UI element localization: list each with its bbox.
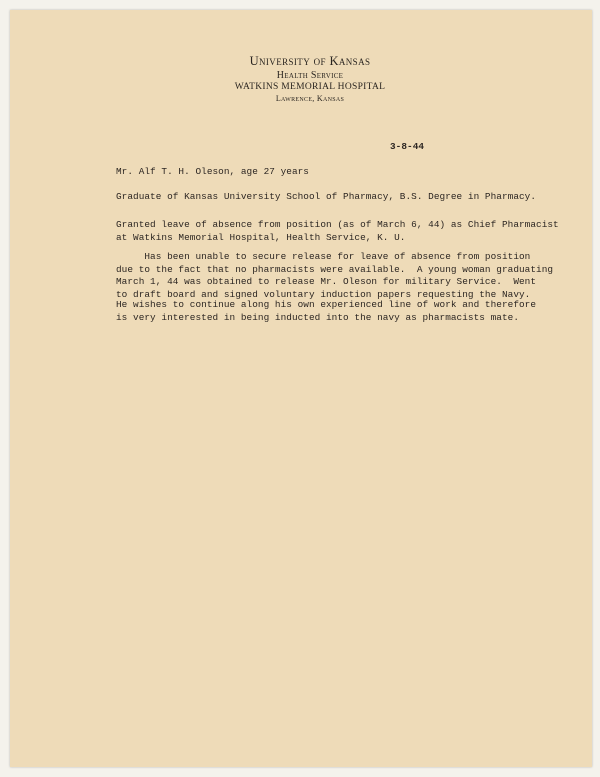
letterhead bbox=[200, 54, 420, 104]
letter-page bbox=[10, 10, 592, 767]
letterhead-department: Health Service bbox=[276, 69, 344, 81]
letterhead-city: Lawrence, Kansas bbox=[275, 94, 345, 103]
letterhead-hospital: WATKINS MEMORIAL HOSPITAL bbox=[234, 82, 386, 93]
paragraph-education: Graduate of Kansas University School of Pharmacy, B.S. Degree in Pharmacy. bbox=[116, 191, 537, 202]
letterhead-university: University of Kansas bbox=[249, 54, 371, 68]
paragraph-leave: Granted leave of absence from position (as of March 6, 44) as Chief Pharmacist at Watkins Memorial Hospital, Health Service, K. U. bbox=[116, 219, 559, 243]
letter-date: 3-8-44 bbox=[390, 141, 425, 152]
subject-line: Mr. Alf T. H. Oleson, age 27 years bbox=[116, 166, 309, 177]
paragraph-release: Has been unable to secure release for leave of absence from position due to the fact that no pharmacists were available. A young woman graduating March 1, 44 was obtained to release Mr. Oleson for military Service. Went to draft board and signed voluntary induction papers requesting the Navy. bbox=[116, 251, 554, 300]
paragraph-request: He wishes to continue along his own experienced line of work and therefore is very interested in being inducted into the navy as pharmacists mate. bbox=[116, 299, 537, 323]
